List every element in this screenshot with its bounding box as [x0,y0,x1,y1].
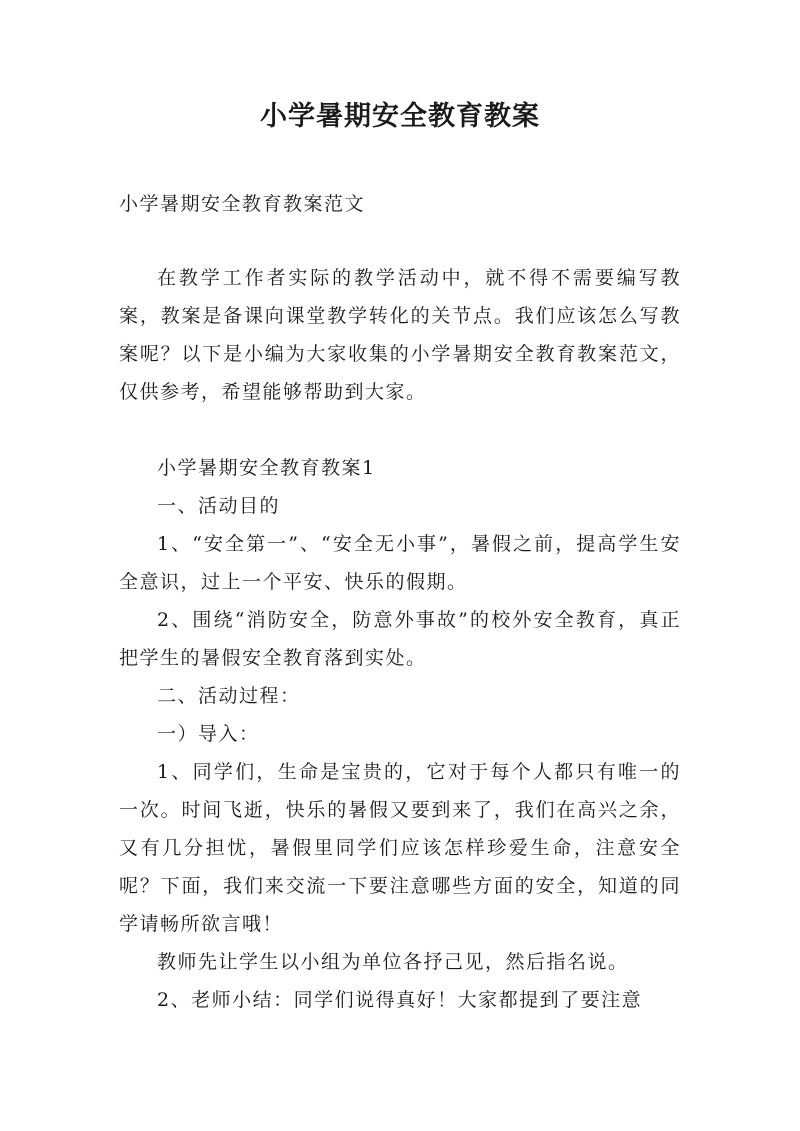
body-paragraph: 2、老师小结：同学们说得真好！大家都提到了要注意 [157,989,643,1011]
body-paragraph: 1、同学们，生命是宝贵的，它对于每个人都只有唯一的一次。时间飞逝，快乐的暑假又要到来了，我们在高兴之余，又有几分担忧，暑假里同学们应该怎样珍爱生命，注意安全呢？下面，我们来交流一下要注意哪些方面的安全，知道的同学请畅所欲言哦！ [119,761,681,935]
section-heading: 一）导入： [157,723,260,745]
intro-paragraph: 在教学工作者实际的教学活动中，就不得不需要编写教案，教案是备课向课堂教学转化的关节点。我们应该怎么写教案呢？以下是小编为大家收集的小学暑期安全教育教案范文，仅供参考，希望能够帮助到大家。 [119,267,681,403]
body-paragraph: 教师先让学生以小组为单位各抒己见，然后指名说。 [157,951,629,973]
lesson-plan-section [119,449,681,1019]
body-paragraph: 1、“安全第一”、“安全无小事”，暑假之前，提高学生安全意识，过上一个平安、快乐的假期。 [119,533,681,593]
intro-section [119,259,681,411]
section-heading: 小学暑期安全教育教案1 [157,457,376,479]
body-paragraph: 2、围绕“消防安全，防意外事故”的校外安全教育，真正把学生的暑假安全教育落到实处。 [119,609,681,669]
document-subtitle: 小学暑期安全教育教案范文 [119,193,366,215]
section-heading: 二、活动过程： [157,685,301,707]
document-title: 小学暑期安全教育教案 [260,101,540,132]
section-heading: 一、活动目的 [157,495,281,517]
